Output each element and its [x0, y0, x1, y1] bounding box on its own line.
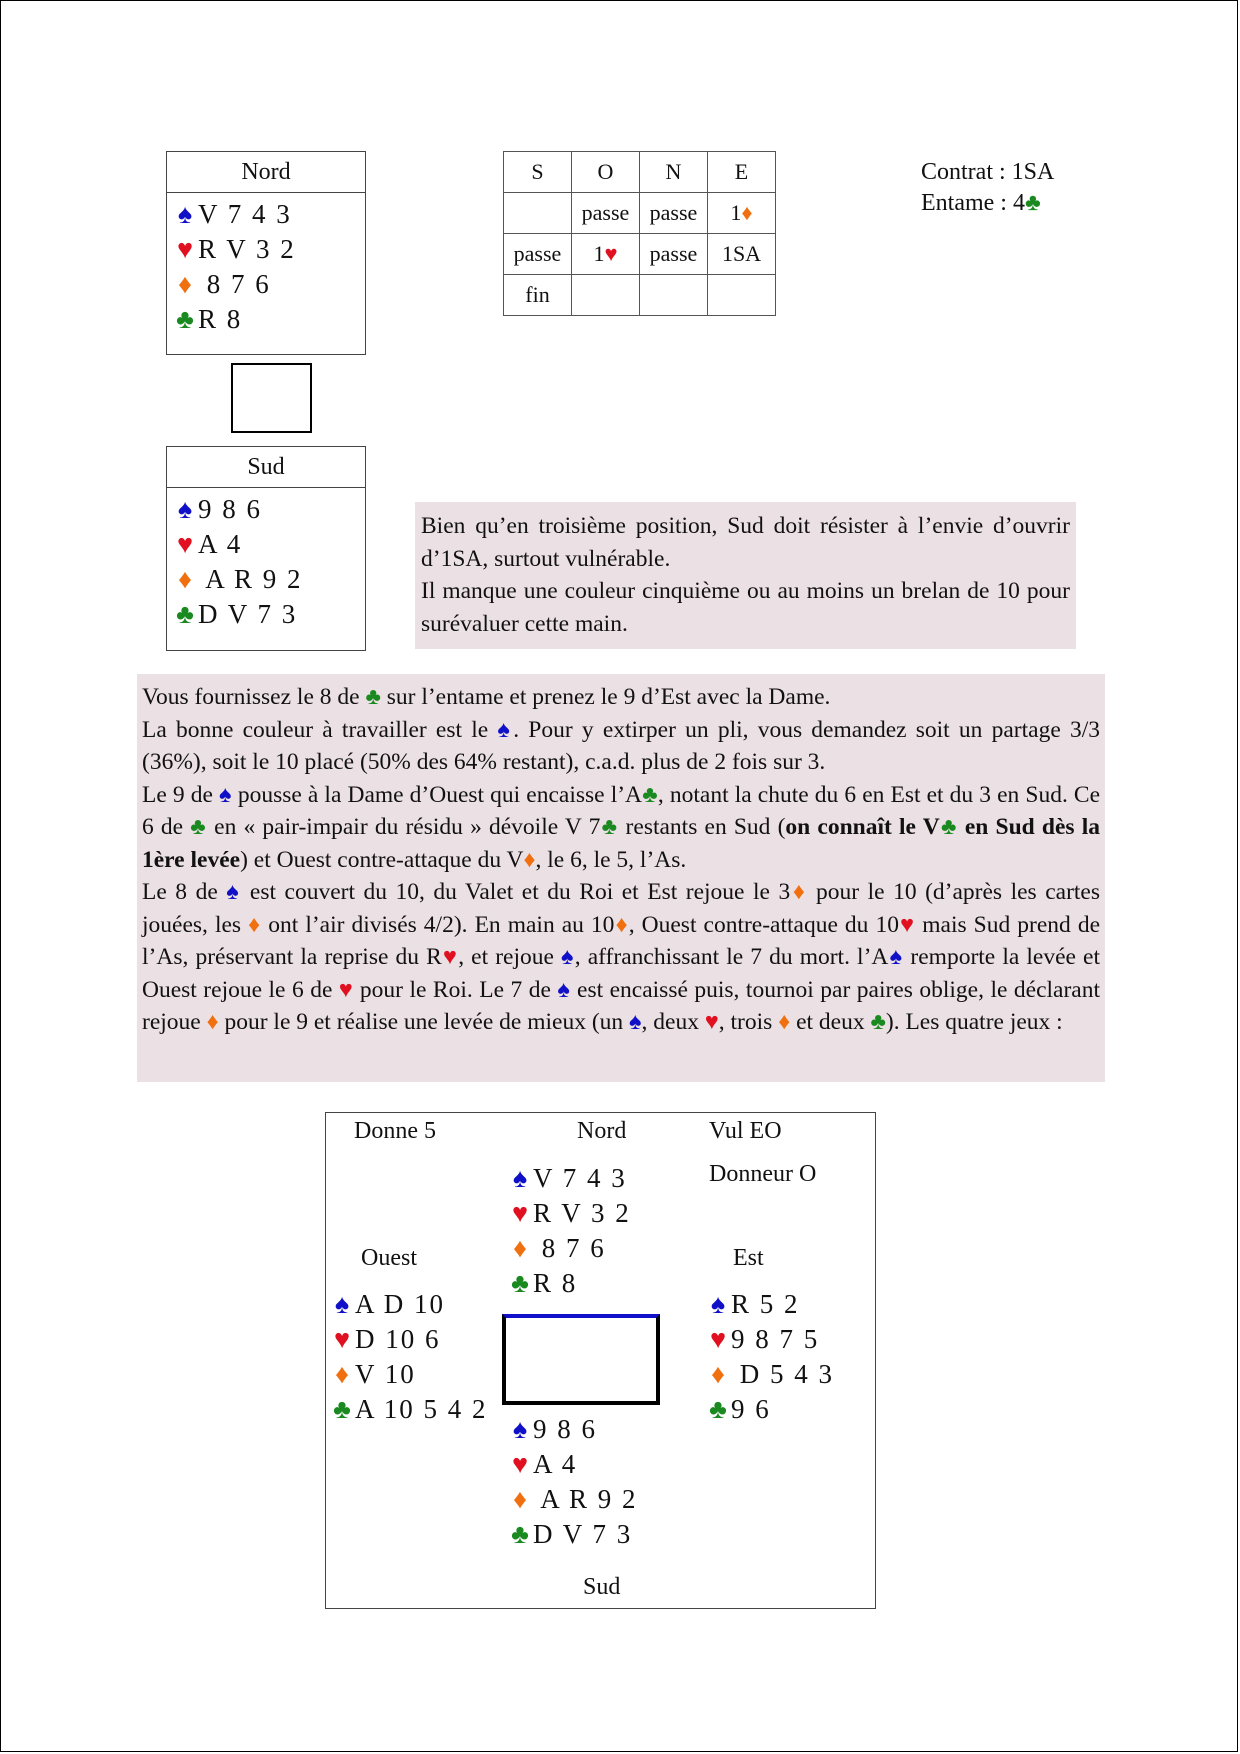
deal-west-hearts	[329, 1322, 488, 1357]
spade-icon: ♠	[334, 1289, 350, 1319]
north-hand-box	[166, 151, 366, 355]
club-icon: ♣	[511, 1519, 529, 1549]
analysis-text: Vous fournissez le 8 de	[142, 684, 366, 710]
analysis-text: , trois	[718, 1009, 779, 1035]
south-hearts-cards: A 4	[198, 529, 243, 559]
analysis-text: restants en Sud (	[618, 814, 786, 840]
opening-note	[415, 502, 1076, 649]
deal-west-label: Ouest	[361, 1245, 417, 1271]
analysis-text: , affranchissant le 7 du mort. l’A	[574, 944, 889, 970]
analysis-text: pour le 9 et réalise une levée de mieux (un	[218, 1009, 630, 1035]
south-diamonds	[172, 562, 365, 597]
club-icon: ♣	[365, 684, 381, 710]
deal-west-diamonds-cards: V 10	[355, 1359, 416, 1389]
deal-east-clubs	[705, 1392, 834, 1427]
table-square	[231, 363, 312, 433]
analysis-text: , et rejoue	[458, 944, 562, 970]
diamond-icon: ♦	[614, 911, 629, 938]
deal-south-clubs-cards: D V 7 3	[533, 1519, 633, 1549]
deal-number: Donne 5	[354, 1118, 436, 1144]
diamond-icon: ♦	[248, 911, 262, 938]
diamond-icon: ♦	[711, 1359, 725, 1389]
bidding-row	[504, 275, 776, 316]
north-hearts	[172, 232, 365, 267]
south-hand-title: Sud	[167, 447, 365, 488]
north-clubs-cards: R 8	[198, 304, 243, 334]
diamond-icon: ♦	[778, 1009, 791, 1035]
spade-icon: ♠	[177, 494, 193, 524]
deal-north-spades	[507, 1161, 631, 1196]
deal-west-spades-cards: A D 10	[355, 1289, 446, 1319]
south-hearts	[172, 527, 365, 562]
analysis-box	[137, 674, 1105, 1082]
deal-north-spades-cards: V 7 4 3	[533, 1163, 627, 1193]
spade-icon: ♠	[561, 944, 575, 970]
spade-icon: ♠	[710, 1289, 726, 1319]
diamond-icon: ♦	[178, 564, 192, 594]
bidding-header-o: O	[572, 152, 640, 193]
bid-one-heart: 1♥	[593, 241, 618, 266]
analysis-text: ont l’air divisés 4/2). En main au 10	[261, 911, 615, 938]
deal-north-diamonds-cards: 8 7 6	[533, 1233, 606, 1263]
heart-icon: ♥	[511, 1198, 529, 1228]
club-icon: ♣	[600, 814, 619, 840]
heart-icon: ♥	[898, 911, 916, 938]
heart-icon: ♥	[604, 241, 618, 266]
south-diamonds-cards: A R 9 2	[198, 564, 303, 594]
analysis-text: Le 9 de	[142, 781, 220, 808]
diamond-icon: ♦	[790, 879, 808, 905]
analysis-text: remporte la levée et Ouest rejoue le 6 de	[142, 944, 1101, 1003]
contract-info	[921, 157, 1054, 219]
bidding-header-n: N	[640, 152, 708, 193]
south-spades	[172, 492, 365, 527]
opening-note-line1: Bien qu’en troisième position, Sud doit résister à l’envie d’ouvrir d’1SA, surtout vulnérable.	[421, 513, 1070, 572]
club-icon: ♣	[870, 1009, 886, 1035]
deal-table-square	[502, 1314, 660, 1405]
deal-east-diamonds-cards: D 5 4 3	[731, 1359, 834, 1389]
heart-icon: ♥	[511, 1449, 529, 1479]
deal-east-hand	[705, 1287, 834, 1427]
deal-east-spades	[705, 1287, 834, 1322]
south-clubs-cards: D V 7 3	[198, 599, 298, 629]
analysis-text: . Pour y extirper un pli, vous demandez soit un partage 3/3 (36%), soit le 10 placé (50% des 64% restant), c.a.d. plus de 2 fois sur 3.	[142, 716, 1100, 775]
north-hearts-cards: R V 3 2	[198, 234, 296, 264]
spade-icon: ♠	[888, 944, 904, 970]
lead-line	[921, 188, 1054, 219]
bid-cell	[708, 275, 776, 316]
bid-one-diamond: 1♦	[730, 200, 753, 225]
analysis-text: on connaît le V	[785, 814, 940, 840]
analysis-para-3	[142, 779, 1100, 877]
bid-cell	[504, 193, 572, 234]
spade-icon: ♠	[512, 1414, 528, 1444]
opening-note-line2: Il manque une couleur cinquième ou au moins un brelan de 10 pour surévaluer cette main.	[421, 578, 1070, 637]
deal-south-label: Sud	[583, 1574, 621, 1600]
deal-west-hand	[329, 1287, 488, 1427]
deal-south-spades	[507, 1412, 638, 1447]
bidding-table	[503, 151, 776, 316]
deal-vulnerability: Vul EO	[709, 1118, 782, 1144]
spade-icon: ♠	[226, 879, 242, 905]
bidding-row	[504, 193, 776, 234]
north-spades	[172, 197, 365, 232]
bid-cell	[708, 193, 776, 234]
bidding-row	[504, 234, 776, 275]
diamond-icon: ♦	[741, 200, 753, 225]
analysis-text: et deux	[790, 1009, 871, 1035]
bidding-header-s: S	[504, 152, 572, 193]
deal-south-diamonds	[507, 1482, 638, 1517]
north-spades-cards: V 7 4 3	[198, 199, 292, 229]
diamond-icon: ♦	[335, 1359, 349, 1389]
bid-cell: passe	[640, 234, 708, 275]
north-diamonds	[172, 267, 365, 302]
south-hand-box	[166, 446, 366, 651]
club-icon: ♣	[511, 1268, 529, 1298]
spade-icon: ♠	[629, 1009, 642, 1035]
deal-east-label: Est	[733, 1245, 764, 1271]
deal-east-hearts	[705, 1322, 834, 1357]
bid-cell: passe	[640, 193, 708, 234]
spade-icon: ♠	[497, 716, 514, 743]
club-icon: ♣	[709, 1394, 727, 1424]
club-icon: ♣	[1024, 190, 1041, 216]
analysis-text: en « pair-impair du résidu » dévoile V 7	[206, 814, 601, 840]
analysis-text: , le 6, le 5, l’As.	[535, 846, 687, 873]
analysis-text: sur l’entame et prenez le 9 d’Est avec la Dame.	[380, 684, 831, 710]
diamond-icon: ♦	[523, 846, 536, 873]
diamond-icon: ♦	[206, 1009, 219, 1035]
heart-icon: ♥	[709, 1324, 727, 1354]
bid-cell: passe	[504, 234, 572, 275]
deal-south-diamonds-cards: A R 9 2	[533, 1484, 638, 1514]
bidding-header-row	[504, 152, 776, 193]
analysis-text: ) et Ouest contre-attaque du V	[240, 846, 524, 873]
club-icon: ♣	[176, 304, 194, 334]
deal-east-spades-cards: R 5 2	[731, 1289, 800, 1319]
deal-north-label: Nord	[577, 1118, 627, 1144]
deal-dealer: Donneur O	[709, 1161, 817, 1187]
deal-east-clubs-cards: 9 6	[731, 1394, 771, 1424]
deal-east-diamonds	[705, 1357, 834, 1392]
analysis-text: , notant la chute du 6 en Est et du 3 en Sud. Ce 6 de	[142, 781, 1101, 840]
deal-south-clubs	[507, 1517, 638, 1552]
bid-cell	[572, 275, 640, 316]
spade-icon: ♠	[219, 781, 232, 808]
heart-icon: ♥	[176, 529, 194, 559]
heart-icon: ♥	[333, 1324, 351, 1354]
club-icon: ♣	[642, 781, 658, 808]
bid-cell: passe	[572, 193, 640, 234]
deal-west-hearts-cards: D 10 6	[355, 1324, 441, 1354]
deal-north-hearts	[507, 1196, 631, 1231]
deal-north-hearts-cards: R V 3 2	[533, 1198, 631, 1228]
north-hand-title: Nord	[167, 152, 365, 193]
spade-icon: ♠	[512, 1163, 528, 1193]
bidding-header-e: E	[708, 152, 776, 193]
analysis-text: Le 8 de	[142, 879, 227, 905]
bid-cell	[640, 275, 708, 316]
south-clubs	[172, 597, 365, 632]
deal-south-hearts-cards: A 4	[533, 1449, 578, 1479]
diamond-icon: ♦	[178, 269, 192, 299]
north-diamonds-cards: 8 7 6	[198, 269, 271, 299]
analysis-text: en Sud dès la 1ère levée	[142, 814, 1101, 873]
bid-cell: 1SA	[708, 234, 776, 275]
club-icon: ♣	[939, 814, 958, 840]
analysis-text: pour le 10 (d’après les cartes jouées, les	[142, 879, 1100, 938]
contract-line: Contrat : 1SA	[921, 159, 1055, 185]
deal-south-hand	[507, 1412, 638, 1552]
analysis-text: est couvert du 10, du Valet et du Roi et Est rejoue le 3	[241, 879, 791, 905]
bid-cell	[572, 234, 640, 275]
deal-north-hand	[507, 1161, 631, 1301]
deal-west-diamonds	[329, 1357, 488, 1392]
analysis-para-2	[142, 714, 1100, 779]
club-icon: ♣	[333, 1394, 351, 1424]
deal-east-hearts-cards: 9 8 7 5	[731, 1324, 820, 1354]
deal-west-clubs-cards: A 10 5 4 2	[355, 1394, 488, 1424]
deal-west-spades	[329, 1287, 488, 1322]
heart-icon: ♥	[441, 944, 459, 970]
heart-icon: ♥	[338, 976, 354, 1003]
analysis-text: pour le Roi. Le 7 de	[353, 976, 558, 1003]
heart-icon: ♥	[176, 234, 194, 264]
analysis-text: , deux	[641, 1009, 705, 1035]
analysis-text: La bonne couleur à travailler est le	[142, 716, 498, 743]
south-spades-cards: 9 8 6	[198, 494, 262, 524]
analysis-para-4	[142, 876, 1100, 1039]
deal-north-clubs-cards: R 8	[533, 1268, 578, 1298]
diamond-icon: ♦	[513, 1484, 527, 1514]
spade-icon: ♠	[177, 199, 193, 229]
analysis-para-1	[142, 681, 1100, 714]
club-icon: ♣	[176, 599, 194, 629]
diamond-icon: ♦	[513, 1233, 527, 1263]
deal-south-hearts	[507, 1447, 638, 1482]
deal-north-clubs	[507, 1266, 631, 1301]
analysis-text: ). Les quatre jeux :	[885, 1009, 1063, 1035]
analysis-text: mais Sud prend de l’As, préservant la reprise du R	[142, 911, 1100, 970]
club-icon: ♣	[190, 814, 207, 840]
deal-north-diamonds	[507, 1231, 631, 1266]
deal-west-clubs	[329, 1392, 488, 1427]
lead-text: Entame : 4	[921, 190, 1025, 216]
spade-icon: ♠	[557, 976, 571, 1003]
heart-icon: ♥	[704, 1009, 719, 1035]
analysis-text: , Ouest contre-attaque du 10	[628, 911, 899, 938]
north-clubs	[172, 302, 365, 337]
deal-south-spades-cards: 9 8 6	[533, 1414, 597, 1444]
bid-cell: fin	[504, 275, 572, 316]
analysis-text: pousse à la Dame d’Ouest qui encaisse l’A	[231, 781, 643, 808]
analysis-text: est encaissé puis, tournoi par paires oblige, le déclarant rejoue	[142, 976, 1101, 1035]
